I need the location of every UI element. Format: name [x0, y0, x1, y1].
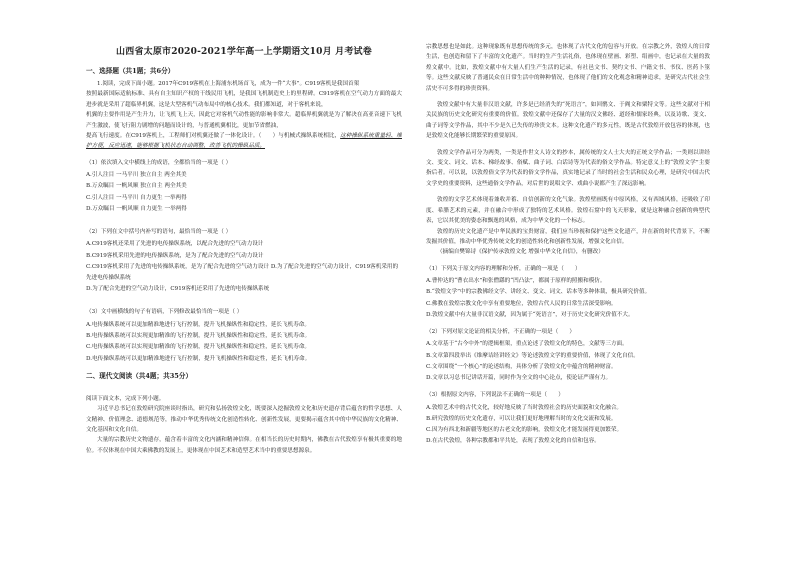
section-1-heading: 一、选择题（共1题；共6分）: [86, 67, 175, 75]
passage-2-para-3: 宗教思想也是如此。这种现象既有思想传统的多元，也体现了古代文化的包容与开放。在宗教之外，敦煌人的日常生活，也创造和留下了丰富的文化遗产。当时的生产生活礼俗，也体现在壁画、彩塑、绢画中，也记录在大量的敦煌文献中。比如，敦煌文献中有大量人们生产生活的记录，有社邑文书、契约文书、户籍文书、书仪、医药卜筮等。这些文献反映了普通民众在日常生活中的种种情况，也体现了他们的文化观念和精神追求，是研究古代社会生活史不可多得的珍贵资料。: [426, 44, 710, 92]
question-2-3: （3）根据原文内容，下列说法不正确的一项是（ ）: [426, 392, 564, 399]
right-column: [426, 0, 710, 562]
passage-1-para-1: 1.阅读，完成下面小题。2017年C919客机在上海浦东机场首飞，成为一件“大事”。C919客机是我国首架: [97, 81, 360, 87]
option-2-2-d[interactable]: D.文章以习总书记讲话开篇，同时作为全文的中心论点，使论证严谨有力。: [426, 374, 612, 381]
passage-2-para-2: 大量的宗教历史文物遗存，蕴含着丰富的文化内涵和精神信仰。在相当长的历史时期内，佛教在古代敦煌享有极其重要的地位。不仅体现在中国大乘佛教的发展上，更体现在中国艺术和造型艺术当中的重要思想源泉。: [86, 437, 402, 454]
option-2-3-c[interactable]: C.因为有西北和新疆等地区的古老文化的影响，敦煌文化才能发展得更加繁荣。: [426, 426, 623, 433]
question-1-3: （3）文中画横线的句子有语病，下列修改最恰当的一项是（ ）: [86, 309, 243, 316]
left-column: [86, 0, 402, 562]
option-2-2-c[interactable]: C.文章围绕“一个核心”的论述结构，具体分析了敦煌文化中蕴含的精神财富。: [426, 363, 617, 370]
option-1-1-d[interactable]: D.万众瞩目 一帆风顺 自力更生 一举两得: [86, 205, 187, 212]
option-2-3-a[interactable]: A.敦煌艺术中的古代文化，较好地反映了当时敦煌社会的历史面貌和文化融合。: [426, 404, 623, 411]
option-2-1-d[interactable]: D.敦煌文献中有大量非汉语文献，因为属于“死语言”，对于历史文化研究价值不大。: [426, 311, 634, 318]
exam-title: 山西省太原市2020-2021学年高一上学期语文10月 月考试卷: [116, 47, 372, 57]
question-2-1: （1）下列关于原文内容的理解和分析，正确的一项是（ ）: [426, 265, 581, 272]
passage-2-para-4: 敦煌文献中有大量非汉语文献，许多是已经消失的“死语言”，如回鹘文、于阗文和粟特文等。这些文献对于相关民族的历史文化研究有重要的价值。敦煌文献中还保存了大量的汉文佛经、道经和儒家经典，以及诗歌、变文、曲子词等文学作品，其中不少是久已失传的珍贵文本。这种文化遗产的多元性，既是古代敦煌开放包容的体现，也是敦煌文化能够长期繁荣的重要原因。: [426, 102, 710, 140]
option-1-3-d[interactable]: D.电传操纵系统可以更加精准地进行飞行控制，提升飞机操纵性和稳定性，延长飞机寿命。: [86, 355, 311, 362]
passage-1-para-3: 机翼的主要作用是产生升力，让飞机飞上天，因此它对客机气动性能的影响非常大。超临界机翼就是为了解决在高亚音速下飞机产生激波，使飞行阻力剧增的问题而设计的，与普通机翼相比，更加节省燃油，: [86, 112, 402, 129]
option-1-2-a[interactable]: A.C919客机还采用了先进的电传操纵系统，以配合先进的空气动力设计: [86, 241, 264, 248]
option-2-3-b[interactable]: B.研究敦煌的历史文化遗存，可以让我们更好地理解当时的文化交流和发展。: [426, 415, 617, 422]
passage-2-para-7: 敦煌的历史文化遗产是中华民族的宝贵财富，我们应当珍视和保护这些文化遗产，并在新的时代背景下，不断发掘其价值，推动中华优秀传统文化的创造性转化和创新性发展，增强文化自信。: [426, 228, 710, 245]
passage-1-para-2: 按照最新国际适航标准、具有自主知识产权的干线民用飞机，是我国飞机制造史上的里程碑。C919客机在空气动力方面的最大进步就是采用了超临界机翼，这是大型客机气动布局中的核心技术。我们都知道，对于客机来说，: [86, 91, 402, 108]
option-2-2-b[interactable]: B.文章第四段举出《维摩诘经讲经文》等论述敦煌文学的重要价值，体现了文化自信。: [426, 352, 639, 359]
question-1-1: （1）依次填入文中横线上的成语，全都恰当的一项是（ ）: [86, 159, 232, 166]
option-2-1-a[interactable]: A.曹仲达的“曹衣出水”和张僧繇的“凹凸法”，都属于原样的照搬和模仿。: [426, 278, 606, 285]
option-1-2-c[interactable]: C.C919客机采用了先进的电传操纵系统，是为了配合先进的空气动力设计 D.为了配合先进的空气动力设计，C919客机采用的先进电传操纵系统: [86, 263, 399, 282]
option-1-3-c[interactable]: C.电传操纵系统可以实现更加精准的飞行控制，提升飞机操纵性和稳定性，延长飞机寿命。: [86, 344, 311, 351]
option-2-1-c[interactable]: C.佛教在敦煌宗教文化中享有重要地位，敦煌古代人民的日常生活深受影响。: [426, 300, 617, 307]
option-1-3-a[interactable]: A.电传操纵系统可以更加精准地进行飞行控制，提升飞机操纵性和稳定性，延长飞机寿命。: [86, 321, 310, 328]
option-2-2-a[interactable]: A.文章基于“古今中外”的逻辑框架，重点论述了敦煌文化的特色，文献等三方面。: [426, 341, 628, 348]
option-1-1-a[interactable]: A.引人注目 一马平川 独立自主 两全其美: [86, 172, 187, 179]
passage-2-para-5: 敦煌文学作品可分为两类，一类是作世文人诗文的抄本，属传统的文人士大夫的正统文学作品；一类则以讲经文、变文、词文、话本、梯经故事、俗赋、曲子词、白话诗等为代表的俗文学作品。特定意义上的“敦煌文学”主要指后者。可以说，以敦煌俗文学为代表的俗文学作品，真实地记录了当时的社会生活和民众心理，是研究中国古代文学史的重要资料，这些通俗文学作品，对后世的说唱文学、戏曲小说都产生了深远影响。: [426, 149, 710, 187]
option-1-2-d[interactable]: D.为了配合先进的空气动力设计，C919客机还采用了先进的电传操纵系统: [86, 286, 270, 293]
option-1-2-b[interactable]: B.C919客机采用先进的电传操纵系统，是为了配合先进的空气动力设计: [86, 252, 264, 259]
option-1-1-c[interactable]: C.引人注目 一马平川 自力更生 一举两得: [86, 194, 187, 201]
passage-2-para-1: 习近平总书记在敦煌研究院座谈时指出，研究和弘扬敦煌文化，既要深入挖掘敦煌文化和历史遗存背后蕴含的哲学思想、人文精神、价值理念、道德规范等，推动中华优秀传统文化创造性转化、创新性发展，更要揭示蕴含其中的中华民族的文化精神、文化基因和文化自信。: [86, 406, 402, 433]
question-1-2: （2）下列在文中括号内补写的语句，最恰当的一项是（ ）: [86, 229, 232, 236]
question-2-2: （2）下列对原文论证的相关分析，不正确的一项是（ ）: [426, 328, 575, 335]
passage-1-para-4: [86, 131, 402, 152]
passage-2-intro: 阅读下面文本，完成下列小题。: [86, 395, 165, 402]
passage-2-para-6: 敦煌的文学艺术体现着兼收并蓄、自信创新的文化气象。敦煌壁画既有中原风格，又有西域风格，还吸收了印度、希腊艺术的元素，并在融合中形成了独特的艺术风格。敦煌石窟中的飞天形象，就是这种融合创新的典型代表，它以其优美的姿态和飘逸的风格，成为中华文化的一个标志。: [426, 197, 710, 225]
section-2-heading: 二、现代文阅读（共4题；共35分）: [86, 371, 193, 380]
underlined-sentence: 这种操纵系统重量轻、维护方便，反应迅速，能够根据飞机状态自动调整，改善飞机的操纵品质。: [86, 133, 402, 150]
passage-1-para-4-text: 提高飞行速度。在C919客机上，工程师们对机翼还做了一体化设计。（ ）与机械式操纵系统相比，: [86, 133, 341, 140]
option-2-1-b[interactable]: B.“敦煌文学”中的宗教佛经文学、讲经文、变文、词文、话本等多种体裁，极具研究价值。: [426, 289, 651, 296]
option-2-3-d[interactable]: D.在古代敦煌，各种宗教都和平共处，表现了敦煌文化的自信和包容。: [426, 438, 600, 445]
option-1-3-b[interactable]: B.电传操纵系统可以实现更加精准的飞行控制，提升飞机操纵性和稳定性，延长飞机寿命。: [86, 333, 311, 340]
passage-source: （摘编自樊锦诗《保护传承敦煌文化 增强中华文化自信》，有删改）: [437, 249, 604, 256]
option-1-1-b[interactable]: B.万众瞩目 一帆风顺 独立自主 两全其美: [86, 183, 187, 190]
